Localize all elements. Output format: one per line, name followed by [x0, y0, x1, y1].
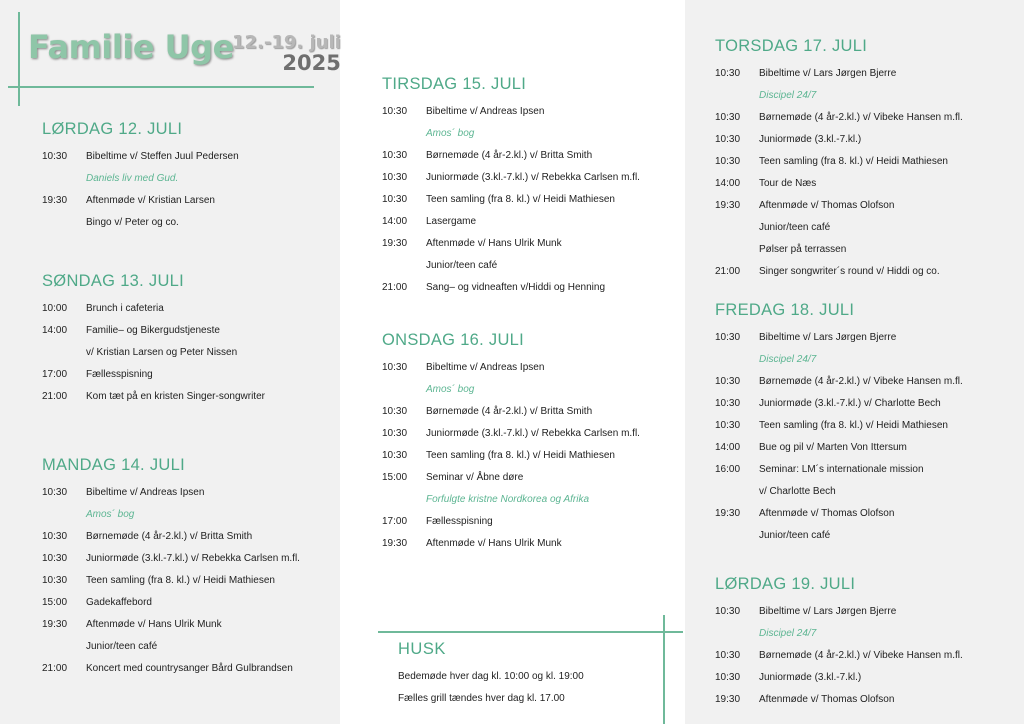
schedule-text: Aftenmøde v/ Thomas Olofson [759, 507, 895, 519]
day-schedule [715, 301, 1015, 546]
day-title: ONSDAG 16. JULI [382, 331, 525, 349]
schedule-time: 14:00 [382, 215, 408, 227]
schedule-text: Teen samling (fra 8. kl.) v/ Heidi Mathiesen [426, 193, 615, 205]
schedule-row [715, 370, 1015, 392]
schedule-row [42, 613, 342, 635]
husk-line: Fælles grill tændes hver dag kl. 17.00 [398, 692, 565, 704]
day-rows [715, 62, 1015, 282]
schedule-text: Discipel 24/7 [759, 89, 817, 101]
schedule-row [715, 688, 1015, 710]
schedule-time: 19:30 [382, 537, 408, 549]
title-horizontal-line [8, 86, 314, 88]
day-schedule [715, 575, 1015, 710]
schedule-row [42, 547, 342, 569]
schedule-row [42, 635, 342, 657]
schedule-text: Lasergame [426, 215, 477, 227]
schedule-row [715, 62, 1015, 84]
schedule-time: 10:30 [382, 171, 408, 183]
schedule-row [715, 458, 1015, 480]
schedule-text: Aftenmøde v/ Thomas Olofson [759, 199, 895, 211]
schedule-row [42, 145, 342, 167]
day-rows [382, 100, 682, 298]
schedule-row [715, 666, 1015, 688]
schedule-time: 19:30 [42, 194, 68, 206]
schedule-text: Amos´ bog [86, 508, 135, 520]
schedule-text: Bibeltime v/ Andreas Ipsen [426, 361, 545, 373]
schedule-text: Børnemøde (4 år-2.kl.) v/ Vibeke Hansen m.fl. [759, 375, 963, 387]
schedule-note [715, 622, 1015, 644]
day-rows [715, 600, 1015, 710]
schedule-text: Amos´ bog [426, 127, 475, 139]
day-title: FREDAG 18. JULI [715, 301, 855, 319]
schedule-row [382, 144, 682, 166]
husk-horizontal-line [378, 631, 683, 633]
day-title: LØRDAG 12. JULI [42, 120, 183, 138]
day-title: TORSDAG 17. JULI [715, 37, 868, 55]
day-rows [382, 356, 682, 554]
schedule-row [42, 569, 342, 591]
schedule-row [382, 254, 682, 276]
schedule-text: Aftenmøde v/ Hans Ulrik Munk [426, 537, 562, 549]
schedule-text: Koncert med countrysanger Bård Gulbrandsen [86, 662, 293, 674]
schedule-time: 21:00 [42, 390, 68, 402]
schedule-text: Børnemøde (4 år-2.kl.) v/ Vibeke Hansen m.fl. [759, 111, 963, 123]
schedule-time: 17:00 [382, 515, 408, 527]
schedule-row [715, 480, 1015, 502]
schedule-time: 10:30 [42, 552, 68, 564]
schedule-row [42, 525, 342, 547]
schedule-time: 15:00 [42, 596, 68, 608]
schedule-time: 10:30 [715, 397, 741, 409]
schedule-text: v/ Charlotte Bech [759, 485, 836, 497]
schedule-time: 21:00 [715, 265, 741, 277]
schedule-text: Familie– og Bikergudstjeneste [86, 324, 220, 336]
schedule-row [382, 532, 682, 554]
schedule-text: Aftenmøde v/ Hans Ulrik Munk [426, 237, 562, 249]
schedule-row [382, 444, 682, 466]
day-title: TIRSDAG 15. JULI [382, 75, 527, 93]
day-rows [42, 145, 342, 233]
day-rows [715, 326, 1015, 546]
schedule-time: 10:30 [715, 419, 741, 431]
schedule-time: 19:30 [715, 199, 741, 211]
schedule-text: Bibeltime v/ Lars Jørgen Bjerre [759, 605, 897, 617]
schedule-row [42, 385, 342, 407]
schedule-text: Børnemøde (4 år-2.kl.) v/ Vibeke Hansen m.fl. [759, 649, 963, 661]
schedule-time: 10:30 [715, 67, 741, 79]
schedule-time: 10:30 [715, 111, 741, 123]
day-schedule [42, 456, 342, 679]
schedule-row [42, 591, 342, 613]
schedule-time: 17:00 [42, 368, 68, 380]
schedule-time: 10:30 [42, 530, 68, 542]
title-vertical-line [18, 12, 20, 106]
husk-line: Bedemøde hver dag kl. 10:00 og kl. 19:00 [398, 670, 584, 682]
schedule-row [382, 276, 682, 298]
schedule-text: Seminar v/ Åbne døre [426, 471, 524, 483]
schedule-time: 10:30 [715, 649, 741, 661]
schedule-time: 10:30 [382, 193, 408, 205]
schedule-text: Kom tæt på en kristen Singer-songwriter [86, 390, 265, 402]
schedule-row [382, 510, 682, 532]
husk-box [398, 640, 668, 709]
schedule-time: 10:30 [42, 486, 68, 498]
schedule-row [382, 232, 682, 254]
schedule-text: Teen samling (fra 8. kl.) v/ Heidi Mathiesen [86, 574, 275, 586]
schedule-text: Brunch i cafeteria [86, 302, 164, 314]
schedule-time: 10:30 [715, 155, 741, 167]
schedule-text: Børnemøde (4 år-2.kl.) v/ Britta Smith [426, 405, 593, 417]
schedule-text: Gadekaffebord [86, 596, 152, 608]
day-rows [42, 481, 342, 679]
schedule-time: 10:00 [42, 302, 68, 314]
schedule-time: 14:00 [42, 324, 68, 336]
schedule-time: 10:30 [42, 150, 68, 162]
schedule-text: Juniormøde (3.kl.-7.kl.) [759, 671, 862, 683]
schedule-row [382, 466, 682, 488]
schedule-time: 10:30 [382, 105, 408, 117]
schedule-row [715, 392, 1015, 414]
page-title: Familie Uge [28, 28, 234, 66]
day-schedule [42, 272, 342, 407]
schedule-row [715, 600, 1015, 622]
schedule-time: 10:30 [715, 671, 741, 683]
schedule-text: Juniormøde (3.kl.-7.kl.) [759, 133, 862, 145]
schedule-time: 19:30 [42, 618, 68, 630]
schedule-text: Tour de Næs [759, 177, 817, 189]
event-year: 2025 [282, 51, 341, 75]
schedule-row [382, 400, 682, 422]
schedule-text: Juniormøde (3.kl.-7.kl.) v/ Rebekka Carlsen m.fl. [86, 552, 300, 564]
schedule-text: Bibeltime v/ Steffen Juul Pedersen [86, 150, 239, 162]
day-schedule [42, 120, 342, 233]
schedule-text: Discipel 24/7 [759, 353, 817, 365]
schedule-time: 21:00 [382, 281, 408, 293]
schedule-text: Juniormøde (3.kl.-7.kl.) v/ Rebekka Carlsen m.fl. [426, 171, 640, 183]
schedule-time: 10:30 [382, 361, 408, 373]
day-rows [42, 297, 342, 407]
schedule-note [382, 488, 682, 510]
schedule-text: Fællesspisning [86, 368, 153, 380]
schedule-time: 10:30 [715, 375, 741, 387]
schedule-row [42, 341, 342, 363]
schedule-row [382, 100, 682, 122]
schedule-text: Børnemøde (4 år-2.kl.) v/ Britta Smith [86, 530, 253, 542]
schedule-text: Forfulgte kristne Nordkorea og Afrika [426, 493, 590, 505]
schedule-note [715, 348, 1015, 370]
schedule-row [715, 150, 1015, 172]
schedule-text: Bibeltime v/ Lars Jørgen Bjerre [759, 331, 897, 343]
schedule-text: Seminar: LM´s internationale mission [759, 463, 924, 475]
day-title: SØNDAG 13. JULI [42, 272, 185, 290]
day-title: LØRDAG 19. JULI [715, 575, 856, 593]
schedule-text: Junior/teen café [759, 529, 831, 541]
schedule-row [715, 260, 1015, 282]
schedule-text: Junior/teen café [86, 640, 158, 652]
schedule-row [715, 414, 1015, 436]
event-dates-range: 12.-19. juli [232, 32, 341, 53]
schedule-row [382, 210, 682, 232]
schedule-time: 19:30 [382, 237, 408, 249]
schedule-text: Discipel 24/7 [759, 627, 817, 639]
schedule-text: Teen samling (fra 8. kl.) v/ Heidi Mathiesen [759, 419, 948, 431]
schedule-row [42, 481, 342, 503]
schedule-time: 21:00 [42, 662, 68, 674]
day-schedule [382, 75, 682, 298]
schedule-text: Junior/teen café [759, 221, 831, 233]
schedule-row [42, 297, 342, 319]
schedule-row [42, 657, 342, 679]
schedule-row [42, 211, 342, 233]
schedule-time: 10:30 [382, 449, 408, 461]
schedule-text: Junior/teen café [426, 259, 498, 271]
schedule-row [715, 238, 1015, 260]
schedule-text: Daniels liv med Gud. [86, 172, 179, 184]
day-schedule [382, 331, 682, 554]
schedule-note [382, 378, 682, 400]
husk-title: HUSK [398, 640, 446, 658]
schedule-time: 19:30 [715, 507, 741, 519]
schedule-row [382, 188, 682, 210]
schedule-row [42, 319, 342, 341]
schedule-row [715, 326, 1015, 348]
schedule-text: Sang– og vidneaften v/Hiddi og Henning [426, 281, 606, 293]
schedule-time: 10:30 [715, 331, 741, 343]
schedule-text: Bibeltime v/ Andreas Ipsen [86, 486, 205, 498]
schedule-time: 10:30 [382, 405, 408, 417]
schedule-text: Juniormøde (3.kl.-7.kl.) v/ Rebekka Carlsen m.fl. [426, 427, 640, 439]
schedule-text: Juniormøde (3.kl.-7.kl.) v/ Charlotte Bech [759, 397, 941, 409]
schedule-text: v/ Kristian Larsen og Peter Nissen [86, 346, 238, 358]
schedule-text: Bingo v/ Peter og co. [86, 216, 179, 228]
schedule-text: Bue og pil v/ Marten Von Ittersum [759, 441, 907, 453]
schedule-text: Aftenmøde v/ Hans Ulrik Munk [86, 618, 222, 630]
schedule-text: Pølser på terrassen [759, 243, 847, 255]
schedule-text: Bibeltime v/ Andreas Ipsen [426, 105, 545, 117]
schedule-row [382, 422, 682, 444]
event-dates [232, 32, 341, 75]
schedule-text: Teen samling (fra 8. kl.) v/ Heidi Mathiesen [426, 449, 615, 461]
schedule-text: Teen samling (fra 8. kl.) v/ Heidi Mathiesen [759, 155, 948, 167]
schedule-row [382, 356, 682, 378]
schedule-time: 14:00 [715, 441, 741, 453]
schedule-row [42, 363, 342, 385]
schedule-text: Bibeltime v/ Lars Jørgen Bjerre [759, 67, 897, 79]
schedule-time: 14:00 [715, 177, 741, 189]
schedule-text: Aftenmøde v/ Thomas Olofson [759, 693, 895, 705]
schedule-row [715, 172, 1015, 194]
schedule-time: 10:30 [382, 427, 408, 439]
schedule-note [715, 84, 1015, 106]
schedule-text: Børnemøde (4 år-2.kl.) v/ Britta Smith [426, 149, 593, 161]
day-schedule [715, 37, 1015, 282]
schedule-row [715, 216, 1015, 238]
schedule-row [42, 189, 342, 211]
schedule-row [382, 166, 682, 188]
schedule-note [382, 122, 682, 144]
schedule-note [42, 167, 342, 189]
schedule-time: 10:30 [715, 605, 741, 617]
schedule-time: 15:00 [382, 471, 408, 483]
schedule-row [715, 194, 1015, 216]
schedule-time: 10:30 [382, 149, 408, 161]
schedule-time: 16:00 [715, 463, 741, 475]
day-title: MANDAG 14. JULI [42, 456, 185, 474]
schedule-row [715, 524, 1015, 546]
schedule-time: 10:30 [715, 133, 741, 145]
schedule-row [715, 436, 1015, 458]
schedule-time: 19:30 [715, 693, 741, 705]
schedule-row [715, 106, 1015, 128]
schedule-text: Fællesspisning [426, 515, 493, 527]
schedule-row [715, 644, 1015, 666]
schedule-time: 10:30 [42, 574, 68, 586]
schedule-note [42, 503, 342, 525]
schedule-row [715, 502, 1015, 524]
schedule-text: Aftenmøde v/ Kristian Larsen [86, 194, 215, 206]
schedule-text: Singer songwriter´s round v/ Hiddi og co. [759, 265, 940, 277]
schedule-text: Amos´ bog [426, 383, 475, 395]
schedule-row [715, 128, 1015, 150]
